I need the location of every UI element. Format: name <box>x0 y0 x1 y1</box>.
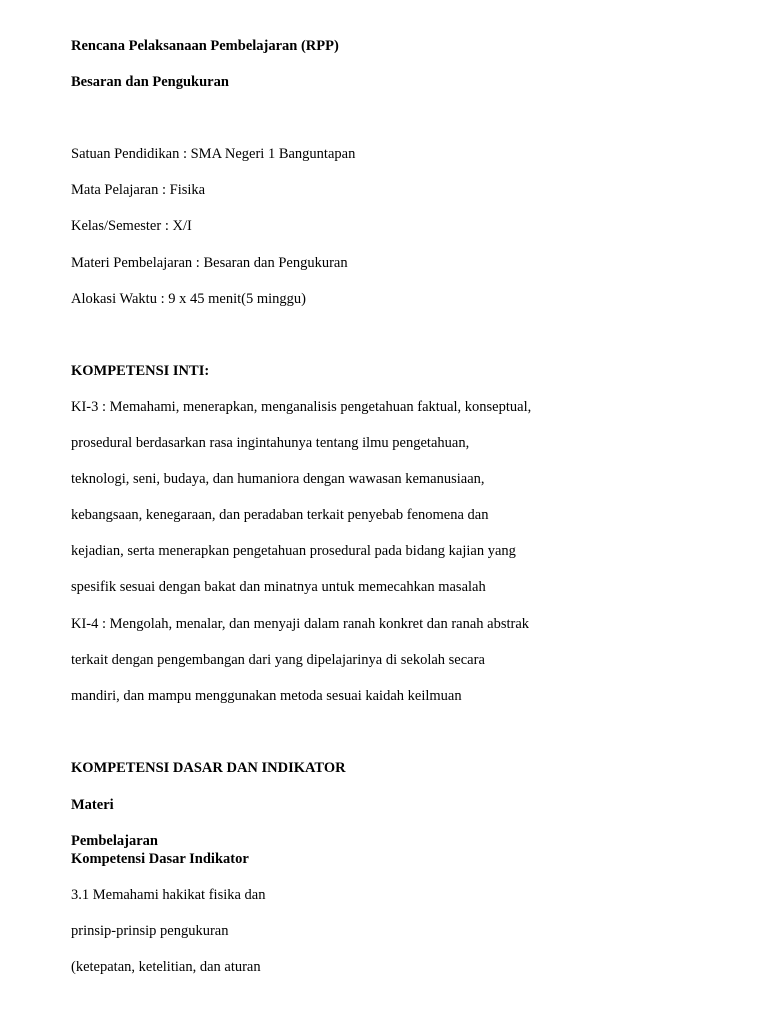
kompetensi-dasar-heading: KOMPETENSI DASAR DAN INDIKATOR <box>71 760 346 776</box>
ki-line: kejadian, serta menerapkan pengetahuan prosedural pada bidang kajian yang <box>71 543 516 559</box>
ki-line: KI-3 : Memahami, menerapkan, menganalisis pengetahuan faktual, konseptual, <box>71 399 532 415</box>
ki-line: teknologi, seni, budaya, dan humaniora dengan wawasan kemanusiaan, <box>71 471 485 487</box>
ki-line: mandiri, dan mampu menggunakan metoda sesuai kaidah keilmuan <box>71 688 462 704</box>
ki-line: prosedural berdasarkan rasa ingintahunya tentang ilmu pengetahuan, <box>71 435 470 451</box>
document-subtitle: Besaran dan Pengukuran <box>71 74 229 90</box>
kd-line: 3.1 Memahami hakikat fisika dan <box>71 887 266 903</box>
pembelajaran-label: Pembelajaran <box>71 833 158 849</box>
document-title: Rencana Pelaksanaan Pembelajaran (RPP) <box>71 38 339 54</box>
kd-line: prinsip-prinsip pengukuran <box>71 923 229 939</box>
ki-line: KI-4 : Mengolah, menalar, dan menyaji dalam ranah konkret dan ranah abstrak <box>71 616 530 632</box>
satuan-pendidikan: Satuan Pendidikan : SMA Negeri 1 Banguntapan <box>71 146 356 162</box>
ki-line: kebangsaan, kenegaraan, dan peradaban terkait penyebab fenomena dan <box>71 507 489 523</box>
kelas-semester: Kelas/Semester : X/I <box>71 218 192 234</box>
materi-pembelajaran: Materi Pembelajaran : Besaran dan Pengukuran <box>71 255 348 271</box>
materi-label: Materi <box>71 797 114 813</box>
kd-indikator-label: Kompetensi Dasar Indikator <box>71 851 249 867</box>
mata-pelajaran: Mata Pelajaran : Fisika <box>71 182 206 198</box>
alokasi-waktu: Alokasi Waktu : 9 x 45 menit(5 minggu) <box>71 291 306 307</box>
ki-line: terkait dengan pengembangan dari yang dipelajarinya di sekolah secara <box>71 652 485 668</box>
kd-line: (ketepatan, ketelitian, dan aturan <box>71 959 261 975</box>
ki-line: spesifik sesuai dengan bakat dan minatnya untuk memecahkan masalah <box>71 579 486 595</box>
kompetensi-inti-heading: KOMPETENSI INTI: <box>71 363 210 379</box>
